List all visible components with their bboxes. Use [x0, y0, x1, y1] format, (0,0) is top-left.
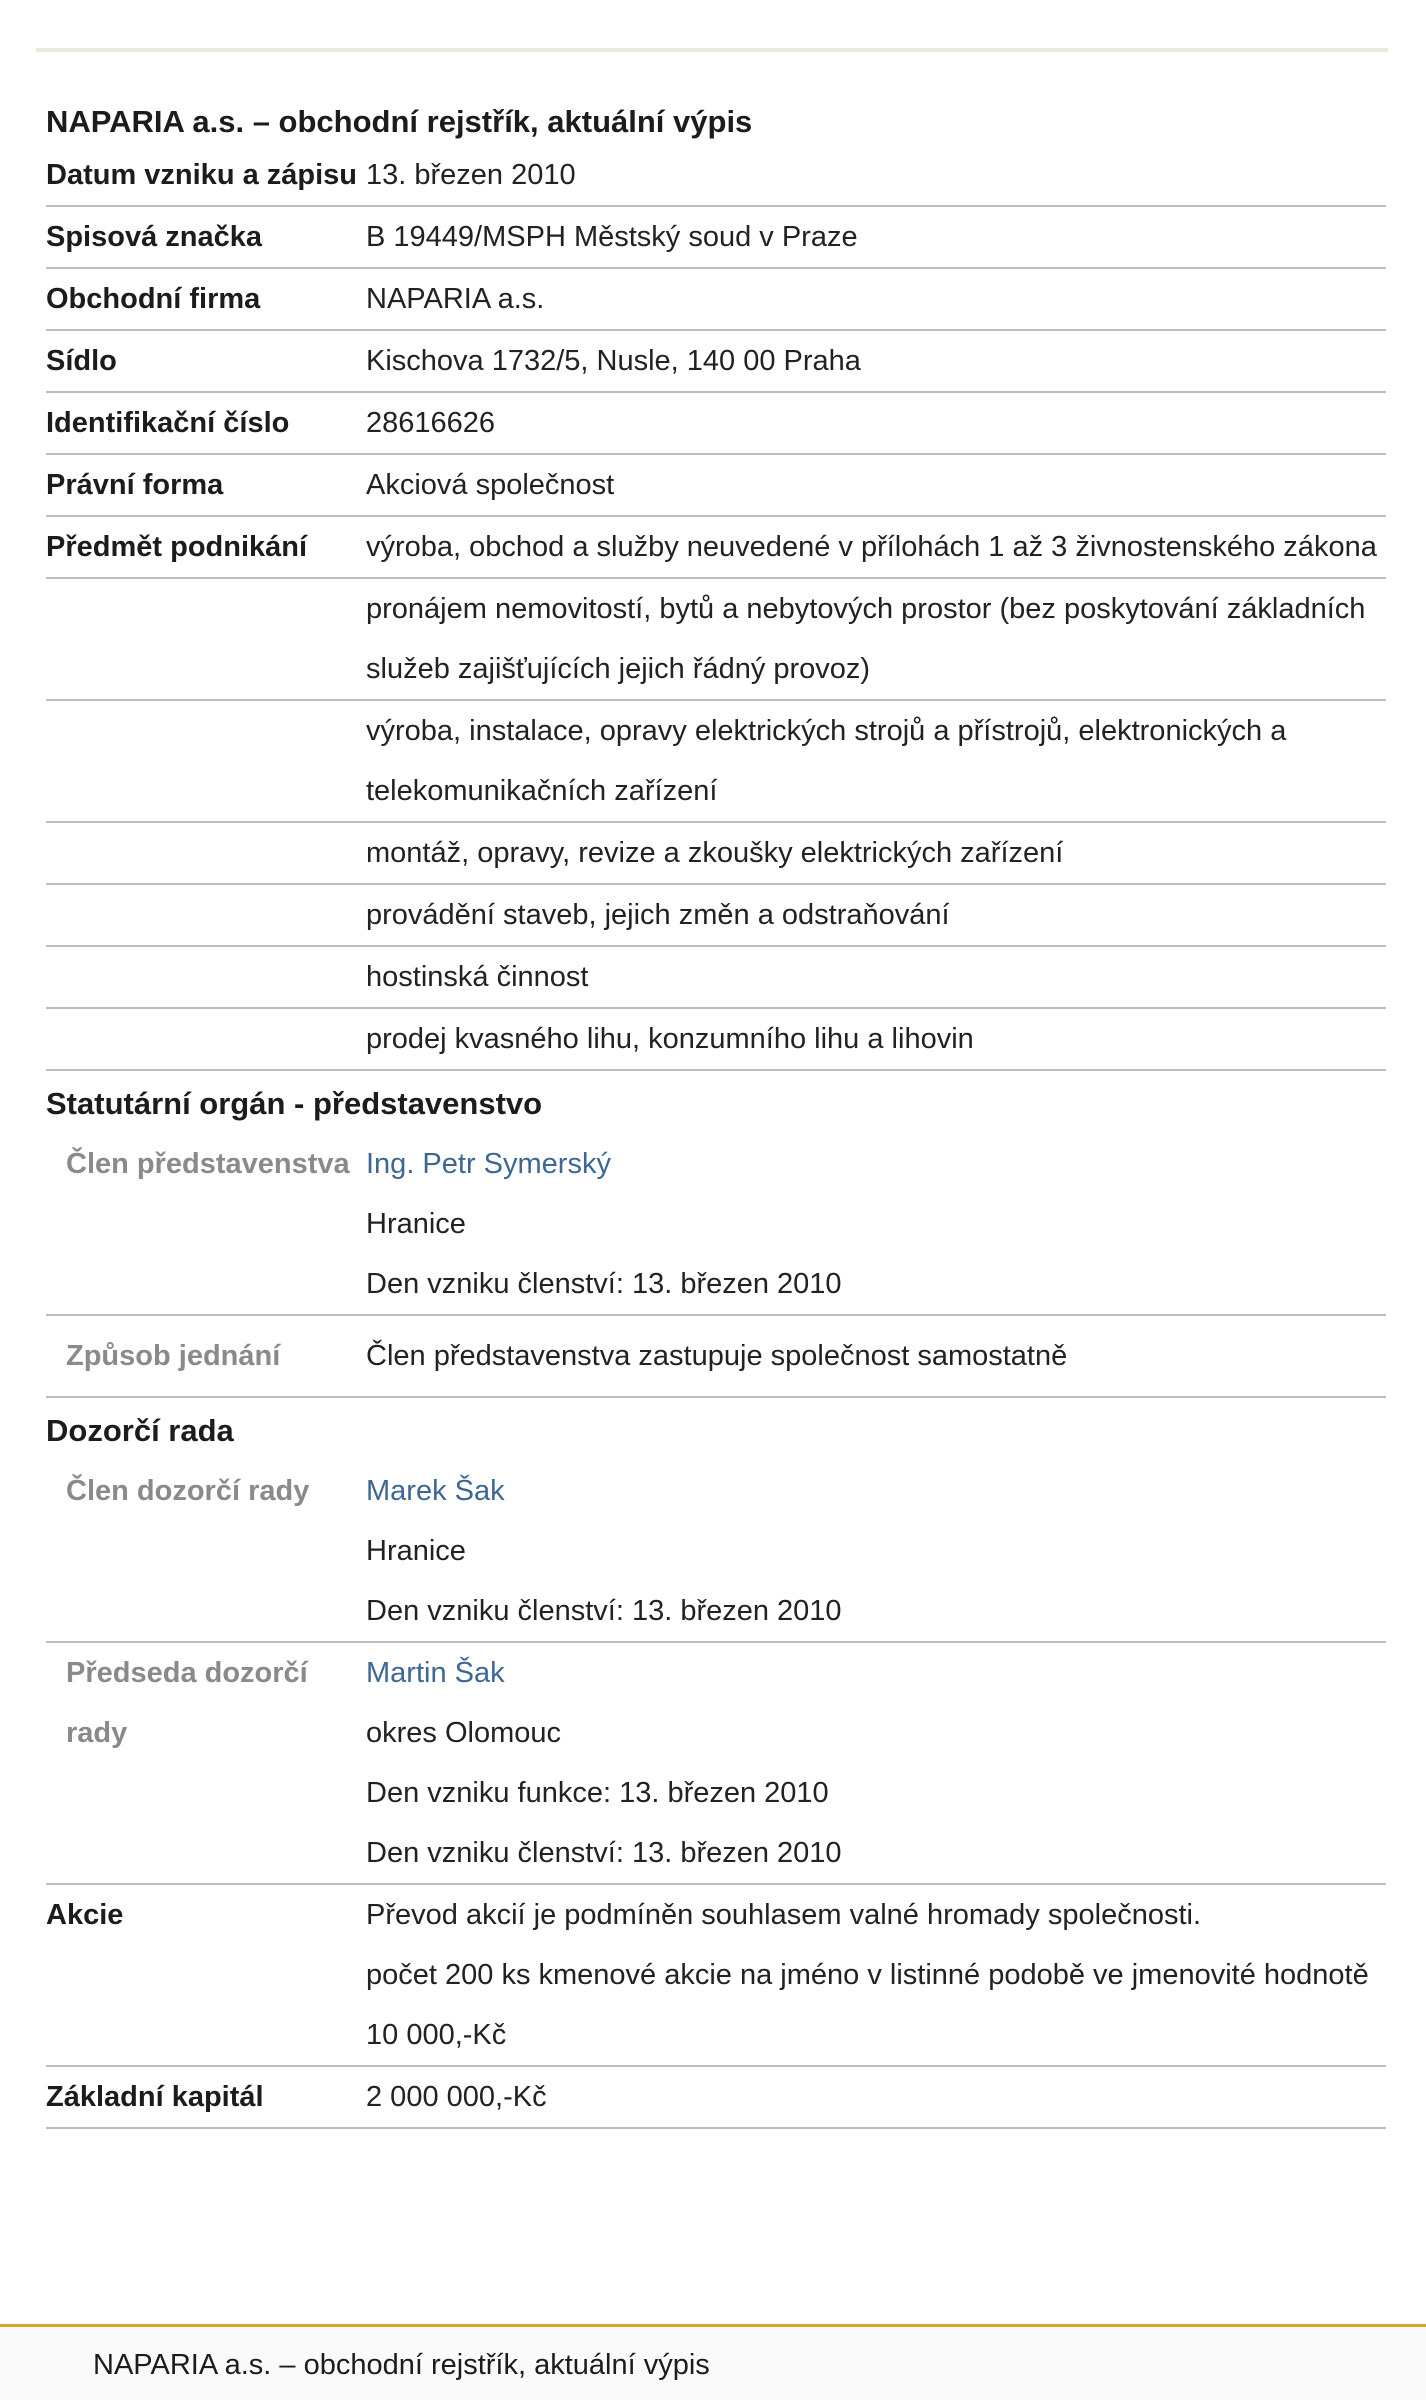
- person-link-symersky[interactable]: Ing. Petr Symerský: [366, 1148, 611, 1180]
- label-obchodni-firma: Obchodní firma: [46, 283, 261, 315]
- predmet-item: hostinská činnost: [366, 961, 589, 993]
- value-spisova-znacka: B 19449/MSPH Městský soud v Praze: [366, 221, 858, 253]
- row-pravni-forma: [46, 455, 1386, 517]
- row-akcie: [46, 1885, 1386, 2067]
- predmet-item: pronájem nemovitostí, bytů a nebytových prostor (bez poskytování základních služeb zajišťujících jejich řádný provoz): [366, 593, 1366, 685]
- label-clen-predstavenstva: Člen představenstva: [66, 1148, 350, 1180]
- label-ico: Identifikační číslo: [46, 407, 290, 439]
- row-ico: [46, 393, 1386, 455]
- value-ico: 28616626: [366, 407, 496, 439]
- row-clen-predstavenstva: [46, 1134, 1386, 1316]
- page-title: NAPARIA a.s. – obchodní rejstřík, aktuální výpis: [46, 104, 753, 139]
- person-membership-date: Den vzniku členství: 13. březen 2010: [366, 1268, 842, 1300]
- row-predmet-4: [46, 823, 1386, 885]
- row-clen-dozorci-rady: [46, 1461, 1386, 1643]
- value-zakladni-kapital: 2 000 000,-Kč: [366, 2081, 547, 2113]
- person-place: okres Olomouc: [366, 1717, 562, 1749]
- row-predmet-1: [46, 517, 1386, 579]
- row-datum-vzniku: [46, 145, 1386, 207]
- value-pravni-forma: Akciová společnost: [366, 469, 615, 501]
- person-link-martin-sak[interactable]: Martin Šak: [366, 1657, 505, 1689]
- value-sidlo: Kischova 1732/5, Nusle, 140 00 Praha: [366, 345, 861, 377]
- label-predseda-dozorci-rady: Předseda dozorčí rady: [66, 1657, 308, 1749]
- label-datum-vzniku: Datum vzniku a zápisu: [46, 159, 358, 191]
- row-zpusob-jednani: [46, 1316, 1386, 1398]
- predmet-item: provádění staveb, jejich změn a odstraňování: [366, 899, 950, 931]
- row-sidlo: [46, 331, 1386, 393]
- label-predmet-podnikani: Předmět podnikání: [46, 531, 308, 563]
- label-pravni-forma: Právní forma: [46, 469, 224, 501]
- row-zakladni-kapital: [46, 2067, 1386, 2129]
- person-place: Hranice: [366, 1208, 466, 1240]
- value-obchodni-firma: NAPARIA a.s.: [366, 283, 545, 315]
- label-zpusob-jednani: Způsob jednání: [66, 1340, 281, 1372]
- section-statutarni-organ: Statutární orgán - představenstvo: [46, 1086, 543, 1121]
- label-zakladni-kapital: Základní kapitál: [46, 2081, 264, 2113]
- person-function-date: Den vzniku funkce: 13. březen 2010: [366, 1777, 829, 1809]
- row-predmet-6: [46, 947, 1386, 1009]
- label-spisova-znacka: Spisová značka: [46, 221, 262, 253]
- value-zpusob-jednani: Člen představenstva zastupuje společnost samostatně: [366, 1340, 1068, 1372]
- predmet-item: výroba, obchod a služby neuvedené v přílohách 1 až 3 živnostenského zákona: [366, 531, 1377, 563]
- person-membership-date: Den vzniku členství: 13. březen 2010: [366, 1595, 842, 1627]
- person-membership-date: Den vzniku členství: 13. březen 2010: [366, 1837, 842, 1869]
- row-predmet-5: [46, 885, 1386, 947]
- row-obchodni-firma: [46, 269, 1386, 331]
- value-datum-vzniku: 13. březen 2010: [366, 159, 576, 191]
- label-clen-dozorci-rady: Člen dozorčí rady: [66, 1475, 310, 1507]
- footer-text: NAPARIA a.s. – obchodní rejstřík, aktuální výpis: [93, 2349, 710, 2381]
- page-footer: [0, 2324, 1426, 2400]
- row-predmet-2: [46, 579, 1386, 701]
- row-predseda-dozorci-rady: [46, 1643, 1386, 1885]
- predmet-item: montáž, opravy, revize a zkoušky elektrických zařízení: [366, 837, 1064, 869]
- registry-card: [36, 48, 1388, 2294]
- predmet-item: prodej kvasného lihu, konzumního lihu a lihovin: [366, 1023, 974, 1055]
- person-place: Hranice: [366, 1535, 466, 1567]
- akcie-shares-detail: počet 200 ks kmenové akcie na jméno v listinné podobě ve jmenovité hodnotě 10 000,-Kč: [366, 1959, 1369, 2051]
- predmet-item: výroba, instalace, opravy elektrických strojů a přístrojů, elektronických a telekomunikačních zařízení: [366, 715, 1287, 807]
- row-predmet-3: [46, 701, 1386, 823]
- label-sidlo: Sídlo: [46, 345, 117, 377]
- row-spisova-znacka: [46, 207, 1386, 269]
- person-link-marek-sak[interactable]: Marek Šak: [366, 1475, 505, 1507]
- row-predmet-7: [46, 1009, 1386, 1071]
- akcie-transfer-note: Převod akcií je podmíněn souhlasem valné hromady společnosti.: [366, 1899, 1202, 1931]
- section-dozorci-rada: Dozorčí rada: [46, 1413, 234, 1448]
- registry-table: [46, 145, 1386, 2129]
- label-akcie: Akcie: [46, 1899, 124, 1931]
